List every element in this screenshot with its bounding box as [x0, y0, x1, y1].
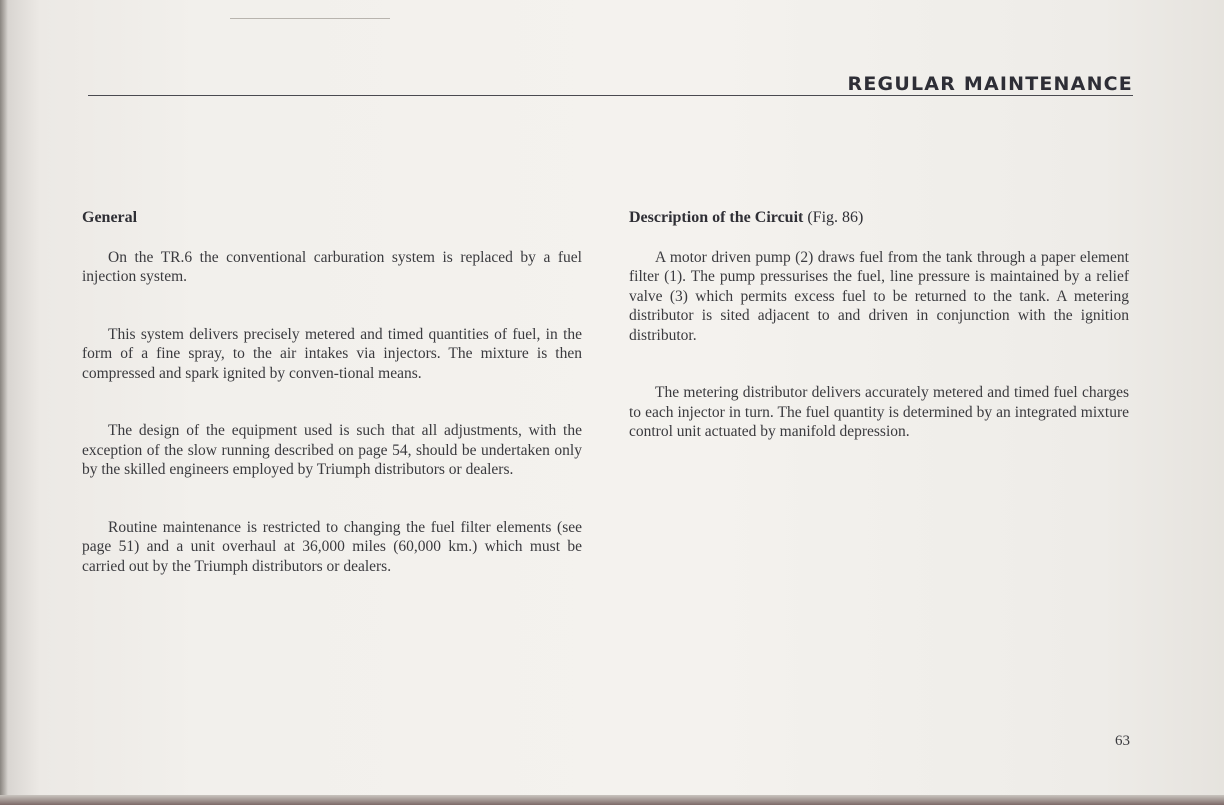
page-fold-mark — [230, 0, 390, 19]
section-heading-text: Description of the Circuit — [629, 209, 804, 226]
paragraph: The design of the equipment used is such that all adjustments, with the exception of the slow running described on page 54, should be undertaken only by the skilled engineers employed by Triumph distributors or dealers. — [82, 422, 582, 478]
paragraph: This system delivers precisely metered and timed quantities of fuel, in the form of a fine spray, to the air intakes via injectors. The mixture is then compressed and spark ignited by conven-tional means. — [82, 325, 582, 382]
paragraph: A motor driven pump (2) draws fuel from the tank through a paper element filter (1). The pump pressurises the fuel, line pressure is maintained by a relief valve (3) which permits excess fuel to be returned to the tank. A metering distributor is sited adjacent to and driven in conjunction with the ignition distributor. — [629, 248, 1129, 344]
page-bottom-edge — [0, 795, 1224, 805]
paragraph: The metering distributor delivers accurately metered and timed fuel charges to each injector in turn. The fuel quantity is determined by an integrated mixture control unit actuated by manifold depression. — [629, 384, 1129, 440]
paragraph: On the TR.6 the conventional carburation system is replaced by a fuel injection system. — [82, 248, 582, 285]
section-heading-circuit — [629, 208, 1129, 228]
binding-shadow — [0, 0, 8, 805]
header-rule — [88, 95, 1133, 96]
paragraph: Routine maintenance is restricted to changing the fuel filter elements (see page 51) and a unit overhaul at 36,000 miles (60,000 km.) which must be carried out by the Triumph distributors or dealers. — [82, 518, 582, 575]
page-number: 63 — [1115, 733, 1130, 749]
right-column — [629, 208, 1129, 480]
figure-reference: (Fig. 86) — [807, 209, 864, 226]
page-header-title: REGULAR MAINTENANCE — [847, 73, 1133, 95]
left-column — [82, 208, 582, 614]
section-heading-general: General — [82, 209, 138, 226]
